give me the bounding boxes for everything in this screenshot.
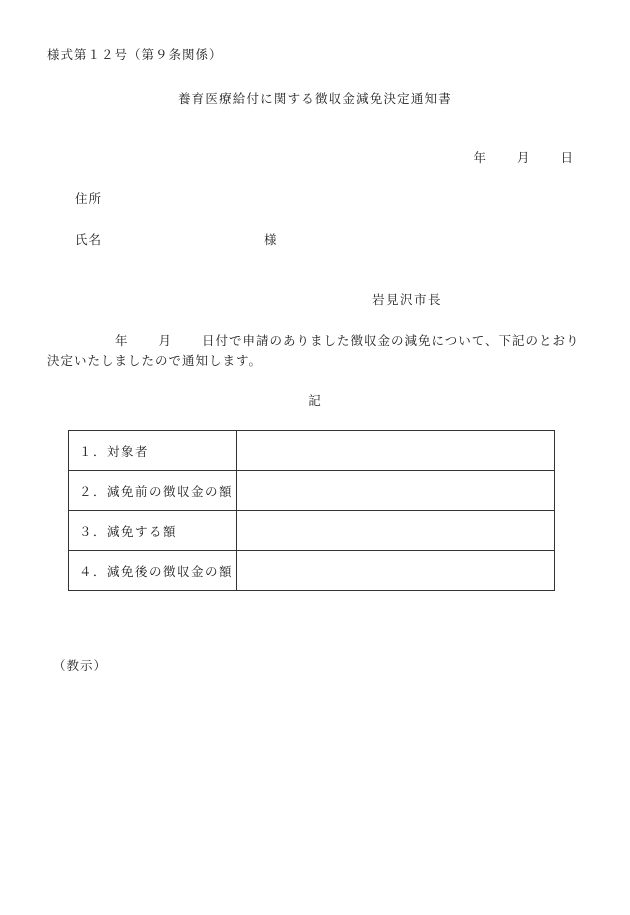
form-number: 様式第１２号（第９条関係） (47, 47, 223, 62)
body-text-line1 (115, 331, 580, 349)
table-row (69, 431, 555, 471)
body-text-line2: 決定いたしましたので通知します。 (47, 353, 263, 368)
row-value-amount-before (237, 471, 555, 511)
date-day-label: 日 (560, 150, 574, 165)
row-label-reduction-amount: ３．減免する額 (69, 511, 237, 551)
date-month-label: 月 (516, 150, 531, 165)
table-row (69, 511, 555, 551)
table-row (69, 551, 555, 591)
document-title: 養育医療給付に関する徴収金減免決定通知書 (177, 91, 452, 106)
body-line1-text: 日付で申請のありました徴収金の減免について、下記のとおり (202, 333, 580, 348)
details-table (68, 430, 555, 591)
recipient-address-label: 住所 (75, 191, 103, 206)
row-value-reduction-amount (237, 511, 555, 551)
row-label-amount-before: ２．減免前の徴収金の額 (69, 471, 237, 511)
row-value-target-person (237, 431, 555, 471)
issuer-name: 岩見沢市長 (372, 292, 443, 307)
table-row (69, 471, 555, 511)
date-year-label: 年 (473, 150, 487, 165)
ki-heading: 記 (308, 393, 322, 408)
recipient-honorific: 様 (264, 232, 278, 247)
row-label-amount-after: ４．減免後の徴収金の額 (69, 551, 237, 591)
recipient-name-label: 氏名 (75, 232, 103, 247)
row-value-amount-after (237, 551, 555, 591)
row-label-target-person: １．対象者 (69, 431, 237, 471)
issue-date (473, 148, 574, 166)
body-month-label: 月 (158, 333, 173, 348)
body-year-label: 年 (115, 333, 129, 348)
instruction-heading: （教示） (53, 658, 108, 673)
